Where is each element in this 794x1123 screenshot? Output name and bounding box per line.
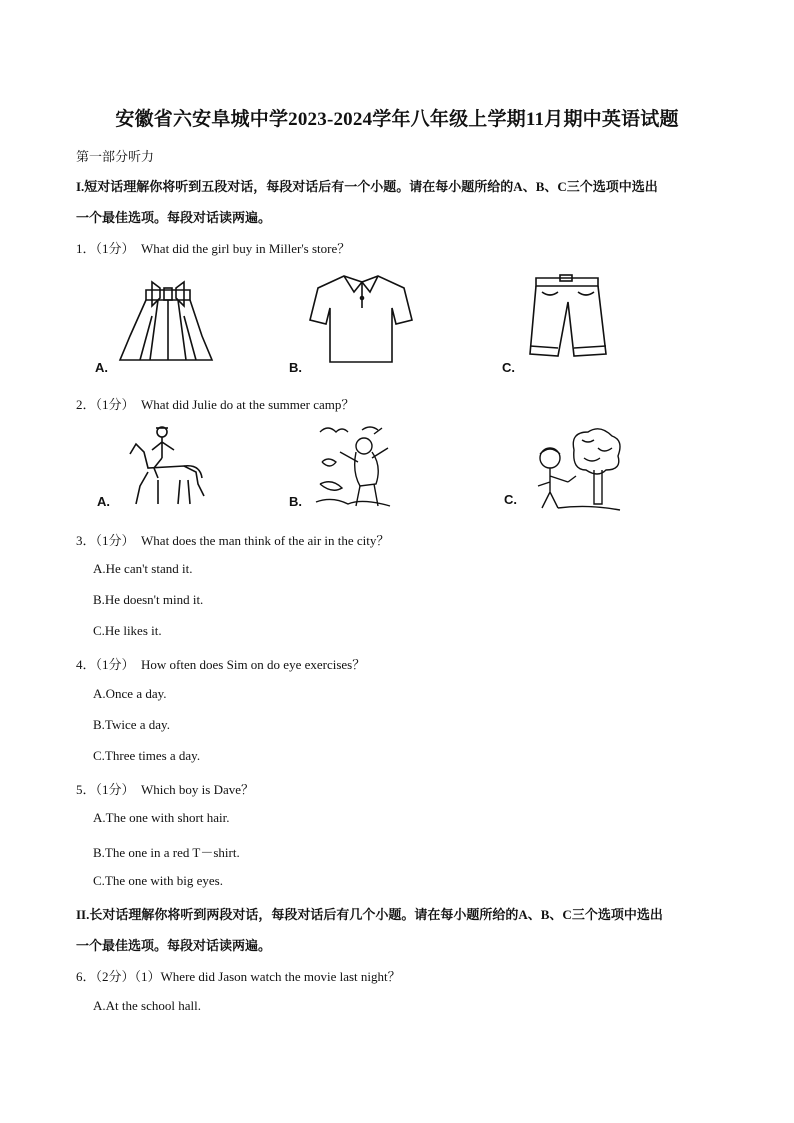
question-number: 2． xyxy=(76,397,96,412)
option-c: C.The one with big eyes. xyxy=(93,873,223,888)
option-b-label: B. xyxy=(289,360,302,375)
question-score: （1分） xyxy=(95,782,135,797)
tshirt-icon xyxy=(306,268,416,368)
option-b: B.The one in a red T－shirt. xyxy=(93,845,240,860)
question-text: What did Julie do at the summer camp？ xyxy=(141,397,355,412)
question-number: 6． xyxy=(76,969,96,984)
question-2 xyxy=(76,394,354,413)
option-b-label: B. xyxy=(289,494,302,509)
option-c: C.He likes it. xyxy=(93,623,162,638)
shorts-icon xyxy=(522,272,612,364)
option-a-label: A. xyxy=(97,494,110,509)
option-b: B.He doesn't mind it. xyxy=(93,592,204,607)
question-text: What does the man think of the air in the city？ xyxy=(141,533,390,548)
section-instructions-line-1: I.短对话理解你将听到五段对话，每段对话后有一个小题。请在每小题所给的A、B、C三个选项中选出 xyxy=(76,179,658,194)
option-a: A.He can't stand it. xyxy=(93,561,193,576)
option-c: C.Three times a day. xyxy=(93,748,201,763)
section-instructions-line-1: II.长对话理解你将听到两段对话，每段对话后有几个小题。请在每小题所给的A、B、C三个选项中选出 xyxy=(76,907,663,922)
question-5 xyxy=(76,779,254,798)
question-number: 4． xyxy=(76,657,96,672)
question-text: （1）Where did Jason watch the movie last night？ xyxy=(134,969,401,984)
feeding-birds-icon xyxy=(312,422,394,512)
section-instructions-line-2: 一个最佳选项。每段对话读两遍。 xyxy=(76,210,272,225)
question-score: （2分） xyxy=(95,969,135,984)
question-score: （1分） xyxy=(95,241,135,256)
question-text: Which boy is Dave？ xyxy=(141,782,255,797)
question-number: 3． xyxy=(76,533,96,548)
option-c-label: C. xyxy=(504,492,517,507)
question-3 xyxy=(76,530,389,549)
question-6 xyxy=(76,966,401,985)
part-heading: 第一部分听力 xyxy=(76,149,155,164)
question-score: （1分） xyxy=(95,533,135,548)
question-number: 1． xyxy=(76,241,96,256)
planting-tree-icon xyxy=(528,426,624,514)
option-a: A.At the school hall. xyxy=(93,998,201,1013)
option-c-label: C. xyxy=(502,360,515,375)
question-4 xyxy=(76,654,365,673)
page-title: 安徽省六安阜城中学2023-2024学年八年级上学期11月期中英语试题 xyxy=(115,109,679,130)
section-instructions-line-2: 一个最佳选项。每段对话读两遍。 xyxy=(76,938,272,953)
question-number: 5． xyxy=(76,782,96,797)
skirt-icon xyxy=(110,276,222,368)
option-a: A.The one with short hair. xyxy=(93,810,230,825)
question-text: What did the girl buy in Miller's store？ xyxy=(141,241,351,256)
question-score: （1分） xyxy=(95,657,135,672)
option-a: A.Once a day. xyxy=(93,686,167,701)
question-1 xyxy=(76,238,350,257)
horse-riding-icon xyxy=(118,424,208,510)
question-text: How often does Sim on do eye exercises？ xyxy=(141,657,366,672)
option-b: B.Twice a day. xyxy=(93,717,170,732)
option-a-label: A. xyxy=(95,360,108,375)
question-score: （1分） xyxy=(95,397,135,412)
